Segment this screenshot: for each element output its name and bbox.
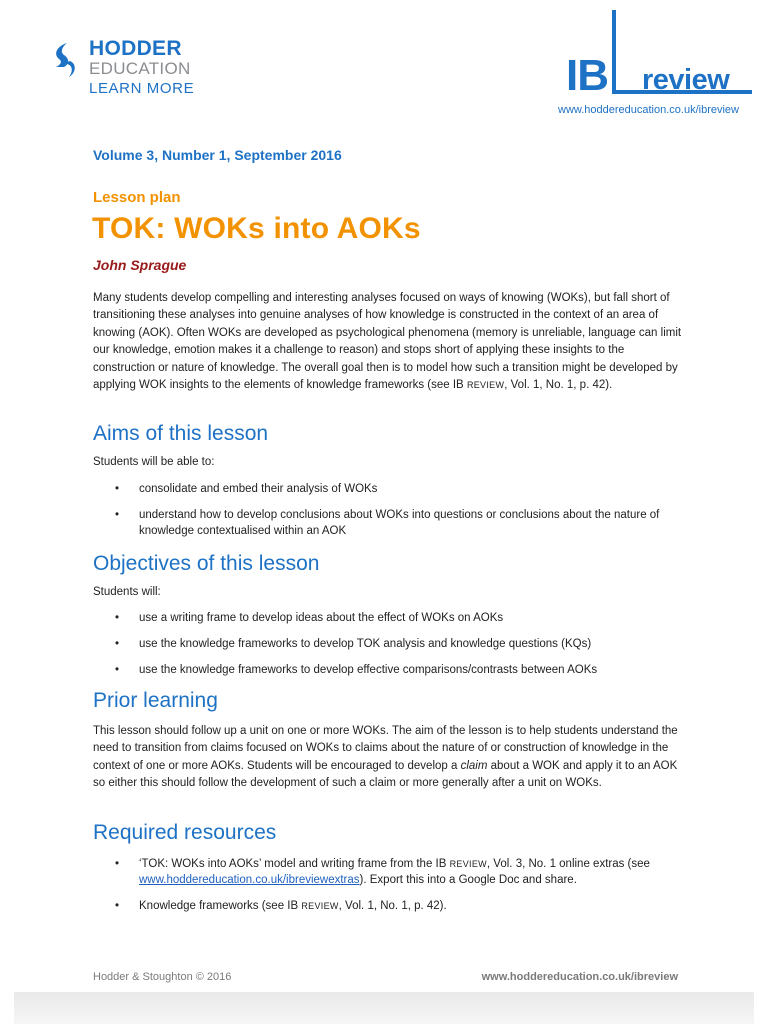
resource-2-review: REVIEW (301, 901, 339, 911)
resource-1-review: REVIEW (449, 859, 487, 869)
publisher-sub: EDUCATION (89, 59, 191, 78)
footer-url[interactable]: www.hoddereducation.co.uk/ibreview (481, 971, 678, 983)
objectives-item-text: use the knowledge frameworks to develop effective comparisons/contrasts between AOKs (139, 664, 598, 676)
publisher-name: HODDER (89, 37, 182, 60)
resource-1-text-a: ‘TOK: WOKs into AOKs’ model and writing frame from the IB (139, 858, 450, 870)
article-title: TOK: WOKs into AOKs (92, 212, 421, 245)
intro-paragraph (93, 290, 683, 394)
prior-text-b: about a WOK and apply it to an AOK so either this should follow the development of such a claim or more generally after a unit on WOKs. (93, 759, 678, 790)
header-url[interactable]: www.hoddereducation.co.uk/ibreview (558, 104, 739, 116)
resource-2-text-a: Knowledge frameworks (see IB (139, 900, 302, 912)
footer-copyright: Hodder & Stoughton © 2016 (93, 971, 232, 983)
hodder-swirl-icon (50, 40, 80, 80)
ib-logo-text: IB (566, 51, 608, 100)
list-item (93, 856, 683, 888)
bullet: • (115, 664, 120, 676)
prior-text-a: This lesson should follow up a unit on one or more WOKs. The aim of the lesson is to help students understand the need to transition from claims focused on WOKs to claims about the nature of or construction of knowledge in the context of one or more AOKs. Students will be encouraged to develop a (93, 725, 678, 772)
aims-heading: Aims of this lesson (93, 422, 269, 445)
objectives-item-text: use a writing frame to develop ideas about the effect of WOKs on AOKs (139, 612, 504, 624)
resource-1-text-b: , Vol. 3, No. 1 online extras (see (486, 858, 650, 870)
list-item (93, 507, 683, 539)
publisher-tagline: LEARN MORE (89, 80, 195, 97)
aims-list (93, 481, 683, 549)
objectives-lead: Students will: (93, 586, 161, 598)
resources-heading: Required resources (93, 821, 277, 844)
bullet: • (115, 638, 120, 650)
list-item (93, 481, 683, 497)
prior-heading: Prior learning (93, 689, 218, 712)
prior-text-em: claim (460, 759, 488, 772)
hodder-education-logo (50, 38, 200, 100)
list-item (93, 610, 683, 626)
prior-paragraph (93, 723, 683, 793)
resource-1-text-c: ). Export this into a Google Doc and share. (359, 874, 577, 886)
list-item (93, 898, 683, 914)
aims-item-text: consolidate and embed their analysis of WOKs (139, 483, 378, 495)
bullet: • (115, 483, 120, 495)
list-item (93, 662, 683, 678)
list-item (93, 636, 683, 652)
resource-2-text-b: , Vol. 1, No. 1, p. 42). (338, 900, 447, 912)
volume-info: Volume 3, Number 1, September 2016 (93, 147, 342, 163)
aims-lead: Students will be able to: (93, 456, 215, 468)
ib-logo-review: review (642, 64, 730, 96)
aims-item-text: understand how to develop conclusions about WOKs into questions or conclusions about the nature of knowledge contextualised within an AOK (139, 509, 660, 537)
resources-list (93, 856, 683, 924)
page-bottom-shadow (14, 992, 754, 1024)
objectives-heading: Objectives of this lesson (93, 552, 320, 575)
objectives-list (93, 610, 683, 688)
objectives-item-text: use the knowledge frameworks to develop TOK analysis and knowledge questions (KQs) (139, 638, 592, 650)
bullet: • (115, 900, 120, 912)
bullet: • (115, 858, 120, 870)
intro-text-a: Many students develop compelling and interesting analyses focused on ways of knowing (WOKs), but fall short of transitioning these analyses into genuine analyses of how knowledge is constructed in the context of an area of knowing (AOK). Often WOKs are developed as psychological phenomena (memory is unreliable, language can limit our knowledge, emotion makes it a challenge to reason) and stops short of applying these insights to the construction or nature of knowledge. The overall goal then is to model how such a transition might be developed by applying WOK insights to the elements of knowledge frameworks (see IB (93, 292, 682, 392)
intro-review-smallcaps: REVIEW (466, 380, 505, 391)
ib-review-logo (566, 8, 756, 100)
article-author: John Sprague (93, 257, 187, 273)
bullet: • (115, 612, 120, 624)
hodder-wordmark (89, 38, 194, 96)
extras-link[interactable]: www.hoddereducation.co.uk/ibreviewextras (139, 874, 360, 886)
bullet: • (115, 509, 120, 521)
article-kicker: Lesson plan (93, 189, 181, 206)
intro-text-b: , Vol. 1, No. 1, p. 42). (504, 379, 613, 392)
